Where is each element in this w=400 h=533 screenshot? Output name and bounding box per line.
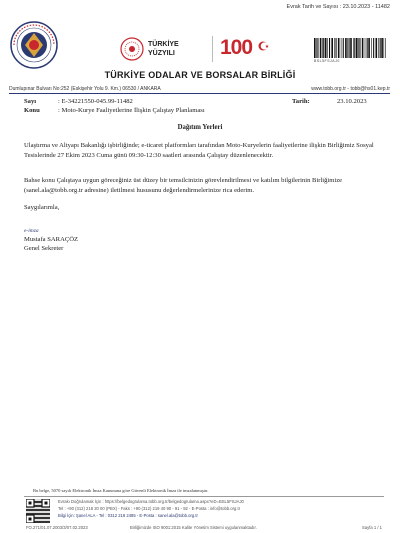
e-signature-notice: Bu belge, 5070 sayılı Elektronik İmza Kanununa göre Güvenli Elektronik İmza ile imzalanmıştır. [33, 488, 209, 493]
paragraph-1: Ulaştırma ve Altyapı Bakanlığı işbirliğinde; e-ticaret platformları tarafından Moto-Kuryelerin faaliyetlerine ilişkin Birliğimiz Sosyal Tesislerinde 27 Ekim 2023 Cuma günü 09:30-12:30 saatleri arasında Çalıştay düzenlenecektir. [24, 142, 374, 159]
tarih-label: Tarih: [292, 98, 310, 105]
organization-title: TÜRKİYE ODALAR VE BORSALAR BİRLİĞİ [104, 70, 296, 80]
sayi-value: : E-34221550-045.99-11482 [58, 98, 133, 105]
crescent-star-icon [258, 40, 270, 52]
turkiye-yuzyili-logo [120, 36, 200, 62]
organization-web: www.tobb.org.tr - tobb@hs01.kep.tr [311, 86, 390, 92]
form-code: FO.271/01.07.2003/3/07.02.2023 [26, 525, 88, 530]
organization-address: Dumlupınar Bulvarı No:252 (Eskişehir Yolu 9. Km.) 06530 / ANKARA [9, 86, 161, 92]
paragraph-2: Bahse konu Çalıştaya uygun göreceğiniz üst düzey bir temsilcinizin görevlendirilmesi ve katılım bilgilerinin Birliğimize (sanel.ala@tobb.org.tr adresine) iletilmesi hususunu değerlendirmelerinize rica ederim. [24, 177, 343, 194]
distribution-heading: Dağıtım Yerleri [177, 124, 223, 131]
barcode-text: BSL5FSJAJ0 [314, 59, 340, 63]
contact-phone-fax-email: Tel : +90 (312) 218 20 00 (PBX) - Faks : +90 (312) 219 40 90 - 91 - 92 - E-Posta : info@tobb.org.tr [58, 506, 241, 511]
closing-text: Saygılarımla, [24, 204, 60, 211]
badge-100-text: 100 [220, 36, 253, 59]
tarih-value: 23.10.2023 [337, 98, 367, 105]
page-number: Sayfa 1 / 1 [361, 525, 382, 530]
signer-title: Genel Sekreter [24, 245, 64, 252]
sayi-label: Sayı [24, 98, 37, 105]
konu-value: : Moto-Kurye Faaliyetlerine İlişkin Çalıştay Planlaması [58, 107, 205, 114]
iso-notice: Birliğimizde ISO 9001:2015 Kalite Yönetim Sistemi uygulanmaktadır. [130, 525, 257, 530]
barcode [314, 38, 386, 58]
e-signature-mark: e-imza [24, 228, 39, 234]
konu-label: Konu [24, 107, 40, 114]
verification-link[interactable]: Evrakı Doğrulamak İçin : https://belgedogrulama.tobb.org.tr/belgedogrulama.aspx?eD=BSL5FSJAJ0 [58, 499, 244, 504]
qr-code-icon [26, 499, 50, 523]
info-contact: Bilgi İçin: Şanel ALA - Tel : 0312 218 2485 - E-Posta : sanel.ala@tobb.org.tr [58, 513, 198, 518]
header-divider [9, 93, 390, 94]
footer-divider [24, 496, 384, 497]
logo-top-text: TÜRKİYE [148, 41, 179, 48]
document-date-number: Evrak Tarih ve Sayısı : 23.10.2023 - 11482 [286, 4, 390, 10]
centennial-100-logo [212, 36, 272, 62]
logo-bottom-text: YÜZYILI [148, 50, 175, 57]
signer-name: Mustafa SARAÇÖZ [24, 236, 79, 243]
tobb-seal-icon [9, 20, 59, 70]
